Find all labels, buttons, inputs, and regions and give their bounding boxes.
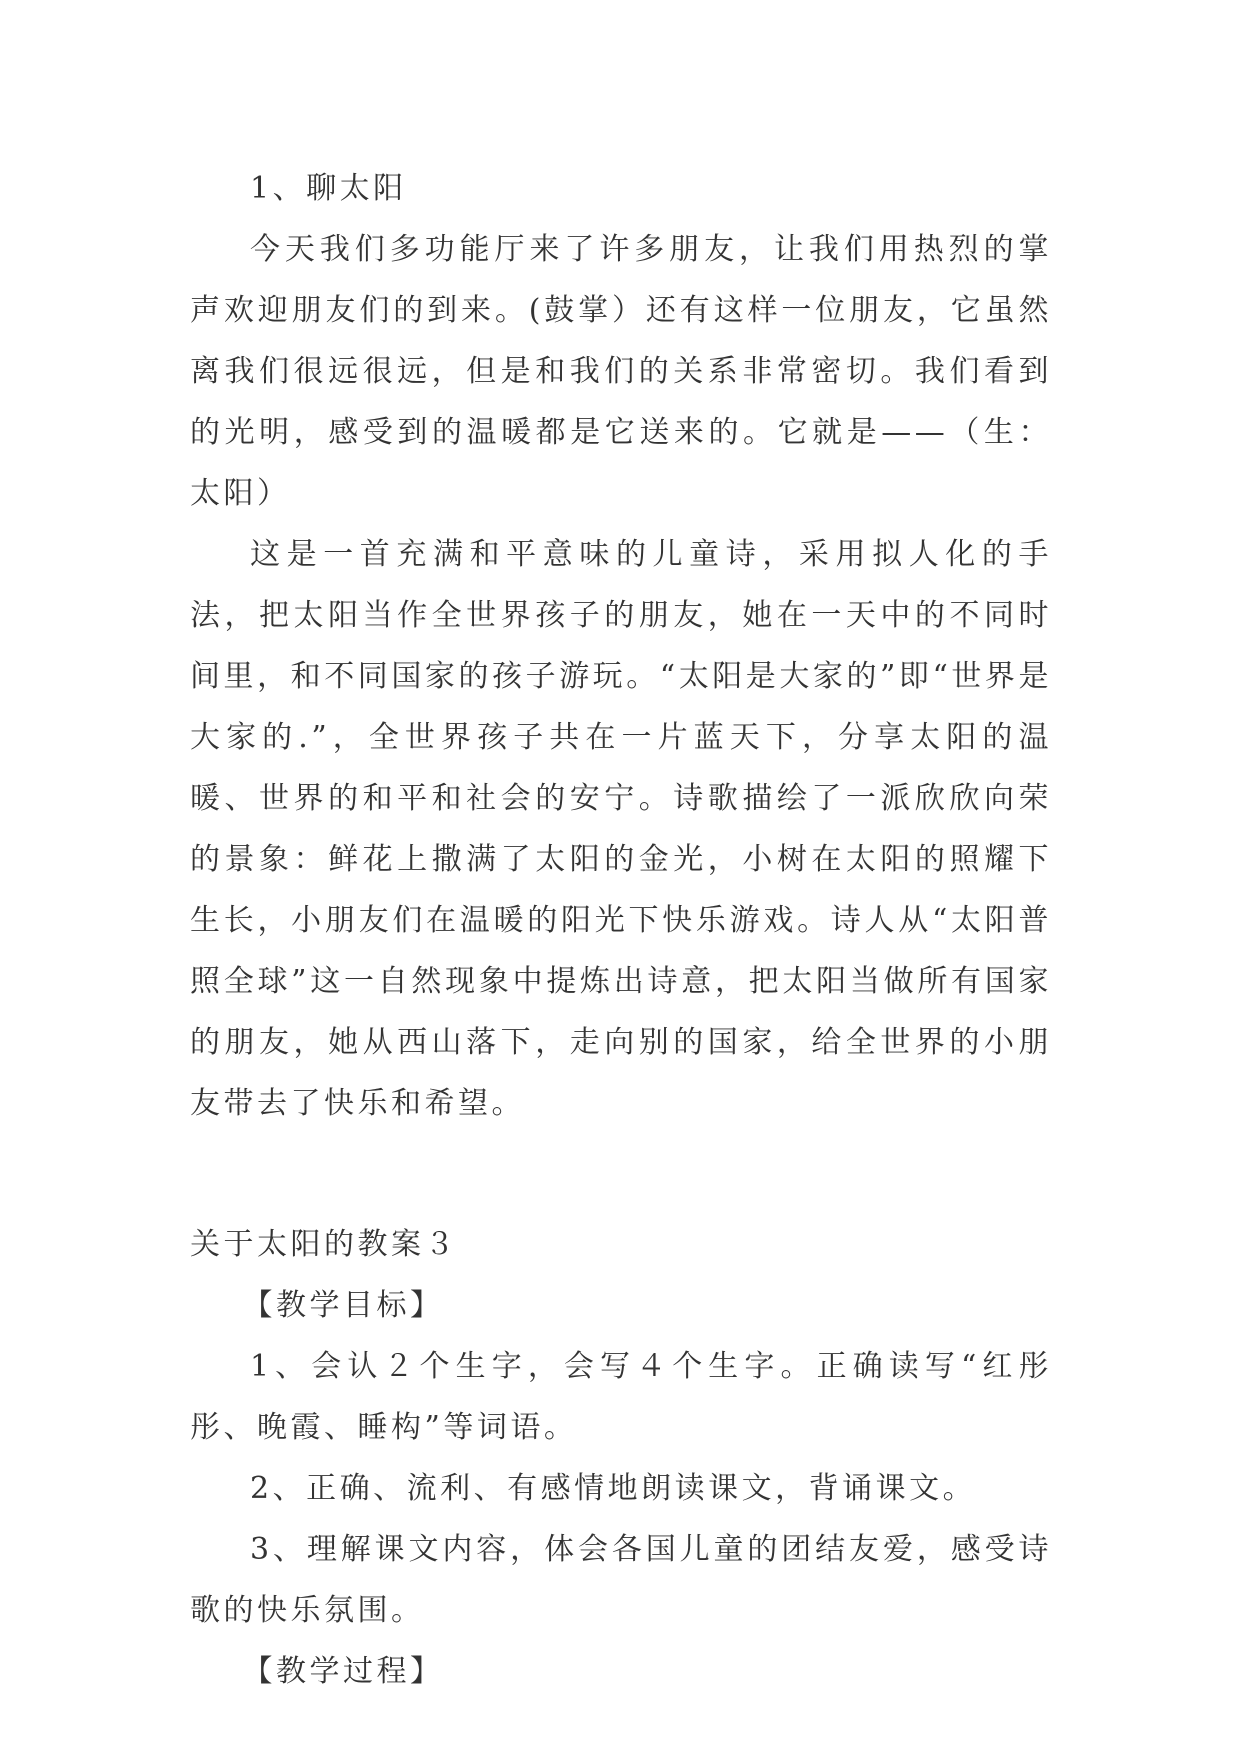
poem-analysis-paragraph: 这是一首充满和平意味的儿童诗，采用拟人化的手法，把太阳当作全世界孩子的朋友，她在一天中的不同时间里，和不同国家的孩子游玩。“太阳是大家的”即“世界是大家的.”，全世界孩子共在一片蓝天下，分享太阳的温暖、世界的和平和社会的安宁。诗歌描绘了一派欣欣向荣的景象：鲜花上撒满了太阳的金光，小树在太阳的照耀下生长，小朋友们在温暖的阳光下快乐游戏。诗人从“太阳普照全球”这一自然现象中提炼出诗意，把太阳当做所有国家的朋友，她从西山落下，走向别的国家，给全世界的小朋友带去了快乐和希望。 (190, 537, 1052, 1121)
intro-paragraph: 今天我们多功能厅来了许多朋友，让我们用热烈的掌声欢迎朋友们的到来。(鼓掌）还有这样一位朋友，它虽然离我们很远很远，但是和我们的关系非常密切。我们看到的光明，感受到的温暖都是它送来的。它就是——（生：太阳） (190, 232, 1052, 511)
goal-item: 2、正确、流利、有感情地朗读课文，背诵课文。 (250, 1471, 977, 1506)
goal-item: 1、会认２个生字，会写４个生字。正确读写“红彤彤、晚霞、睡构”等词语。 (190, 1349, 1052, 1445)
teaching-goals-heading: 【教学目标】 (242, 1288, 444, 1323)
lesson-plan-title: 关于太阳的教案３ (190, 1227, 458, 1262)
goal-item: 3、理解课文内容，体会各国儿童的团结友爱，感受诗歌的快乐氛围。 (190, 1532, 1052, 1628)
document-body (190, 158, 1052, 1702)
section-heading-chat-sun: 1、聊太阳 (250, 171, 407, 206)
teaching-process-heading: 【教学过程】 (242, 1654, 444, 1689)
